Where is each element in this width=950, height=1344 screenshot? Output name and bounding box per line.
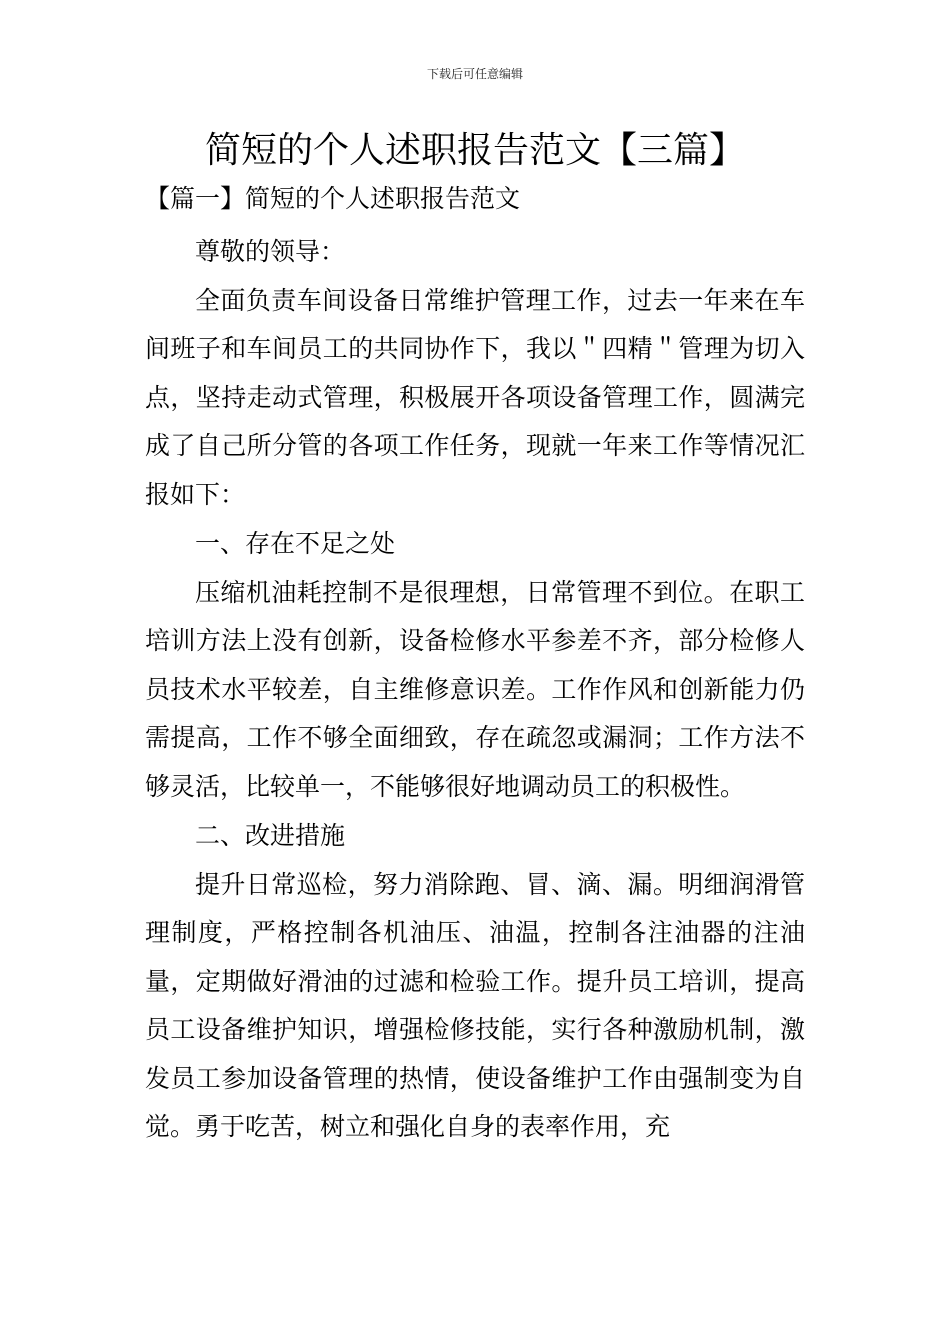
header-note: 下载后可任意编辑 (426, 67, 523, 81)
subheading-shortcomings: 一、存在不足之处 (195, 529, 396, 558)
document-body (145, 228, 805, 1152)
section-title: 【篇一】简短的个人述职报告范文 (145, 184, 521, 213)
improvements-paragraph: 提升日常巡检，努力消除跑、冒、滴、漏。明细润滑管理制度，严格控制各机油压、油温，控制各注油器的注油量，定期做好滑油的过滤和检验工作。提升员工培训，提高员工设备维护知识，增强检修技能，实行各种激励机制，激发员工参加设备管理的热情，使设备维护工作由强制变为自觉。勇于吃苦，树立和强化自身的表率作用，充 (145, 869, 805, 1141)
subheading-improvements: 二、改进措施 (195, 821, 346, 850)
salutation-paragraph: 尊敬的领导： (195, 237, 346, 266)
shortcomings-paragraph: 压缩机油耗控制不是很理想，日常管理不到位。在职工培训方法上没有创新，设备检修水平参差不齐，部分检修人员技术水平较差，自主维修意识差。工作作风和创新能力仍需提高，工作不够全面细致，存在疏忽或漏洞；工作方法不够灵活，比较单一，不能够很好地调动员工的积极性。 (145, 577, 805, 801)
intro-paragraph: 全面负责车间设备日常维护管理工作，过去一年来在车间班子和车间员工的共同协作下，我以＂四精＂管理为切入点，坚持走动式管理，积极展开各项设备管理工作，圆满完成了自己所分管的各项工作任务，现就一年来工作等情况汇报如下： (145, 285, 805, 509)
document-title: 简短的个人述职报告范文【三篇】 (204, 130, 745, 171)
